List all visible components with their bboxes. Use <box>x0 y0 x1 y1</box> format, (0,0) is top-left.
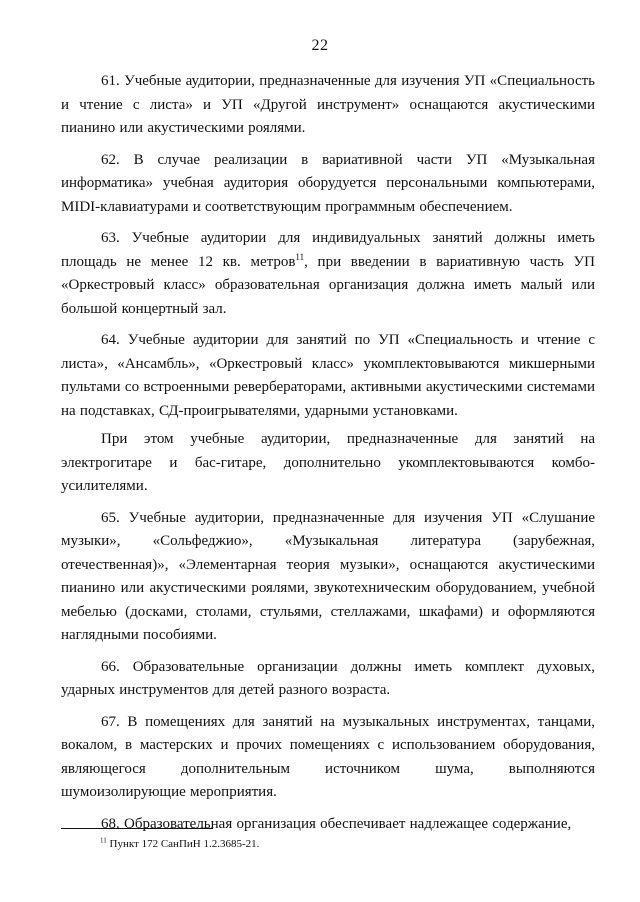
paragraph-63-text: 63. Учебные аудитории для индивидуальных занятий должны иметь площадь не менее 12 кв. метров <box>61 230 595 270</box>
paragraph-62: 62. В случае реализации в вариативной части УП «Музыкальная информатика» учебная аудитория оборудуется персональными компьютерами, MIDI-клавиатурами и соответствующим программным обеспечением. <box>61 151 595 215</box>
paragraph-68: 68. Образовательная организация обеспечивает надлежащее содержание, <box>101 815 572 832</box>
footnote-divider <box>61 828 213 829</box>
page-number: 22 <box>311 37 329 54</box>
paragraph-63-text-continued: , при введении в вариативную часть УП «Оркестровый класс» образовательная организация должна иметь малый или большой концертный зал. <box>61 253 595 317</box>
body-text <box>61 70 595 844</box>
paragraph-63 <box>61 227 595 321</box>
footnote-mark: 11 <box>100 836 107 845</box>
paragraph-66: 66. Образовательные организации должны иметь комплект духовых, ударных инструментов для детей разного возраста. <box>61 658 595 698</box>
paragraph-64: 64. Учебные аудитории для занятий по УП «Специальность и чтение с листа», «Ансамбль», «Оркестровый класс» укомплектовываются микшерными пультами со встроенными ревербераторами, активными акустическими системами на подставках, СД-проигрывателями, ударными установками. <box>61 332 595 419</box>
paragraph-65: 65. Учебные аудитории, предназначенные для изучения УП «Слушание музыки», «Сольфеджио», «Музыкальная литература (зарубежная, отечественная)», «Элементарная теория музыки», оснащаются акустическими пианино или акустическими роялями, звукотехническим оборудованием, учебной мебелью (досками, столами, стульями, стеллажами, шкафами) и оформляются наглядными пособиями. <box>61 509 595 643</box>
paragraph-67: 67. В помещениях для занятий на музыкальных инструментах, танцами, вокалом, в мастерских и прочих помещениях с использованием оборудования, являющегося дополнительным источником шума, выполняются шумоизолирующие мероприятия. <box>61 713 595 800</box>
footnote-reference: 11 <box>295 251 305 262</box>
footnote-text: Пункт 172 СанПиН 1.2.3685-21. <box>106 838 260 850</box>
paragraph-61: 61. Учебные аудитории, предназначенные для изучения УП «Специальность и чтение с листа» и УП «Другой инструмент» оснащаются акустическими пианино или акустическими роялями. <box>61 73 595 136</box>
footnote <box>100 838 259 850</box>
paragraph-64-note: При этом учебные аудитории, предназначенные для занятий на электрогитаре и бас-гитаре, дополнительно укомплектовываются комбо-усилителями. <box>61 431 595 494</box>
